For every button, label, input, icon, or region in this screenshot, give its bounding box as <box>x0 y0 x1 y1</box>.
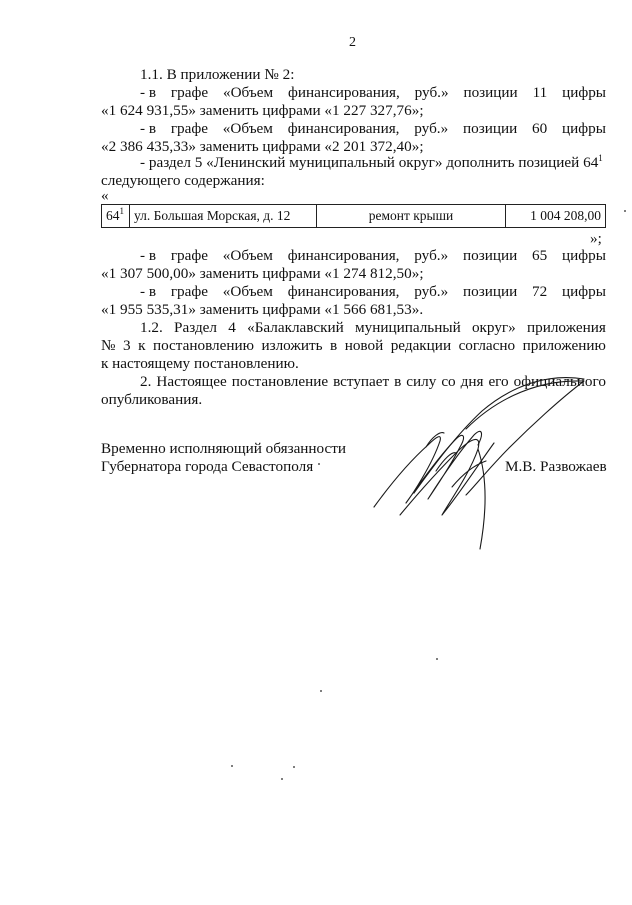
word: позиции <box>463 84 518 101</box>
item-5-line-2: «1 955 535,31» заменить цифрами «1 566 681,53». <box>101 301 424 318</box>
word: новой <box>344 337 384 354</box>
word: «Объем <box>222 120 273 137</box>
word: № <box>101 337 116 354</box>
page-number: 2 <box>349 35 356 50</box>
signatory-title-line-2: Губернатора города Севастополя <box>101 458 314 475</box>
word: вступает <box>333 373 390 390</box>
superscript: 1 <box>119 206 124 216</box>
cell-address: ул. Большая Морская, д. 12 <box>130 205 317 228</box>
item-4-line-1 <box>140 247 606 265</box>
word: постановление <box>231 373 329 390</box>
scan-speck <box>281 778 283 780</box>
cell-amount: 1 004 208,00 <box>506 205 606 228</box>
cell-number <box>102 205 130 228</box>
table-row <box>102 205 606 228</box>
word: изложить <box>261 337 323 354</box>
word: - в <box>140 247 157 264</box>
section-1-2-line-2 <box>101 337 606 355</box>
word: его <box>488 373 509 390</box>
item-4-line-2: «1 307 500,00» заменить цифрами «1 274 812,50»; <box>101 265 424 282</box>
word: графе <box>170 120 208 137</box>
word: цифры <box>562 247 606 264</box>
cell-work: ремонт крыши <box>317 205 506 228</box>
word: финансирования, <box>287 247 400 264</box>
close-quote: »; <box>590 230 602 247</box>
word: руб.» <box>414 120 449 137</box>
word: со <box>441 373 456 390</box>
word: постановлению <box>152 337 254 354</box>
scan-speck <box>436 658 438 660</box>
signatory-title-line-1: Временно исполняющий обязанности <box>101 440 347 457</box>
word: Раздел <box>174 319 217 336</box>
word: графе <box>170 247 208 264</box>
signatory-name: М.В. Развожаев <box>505 458 607 475</box>
word: «Объем <box>222 283 273 300</box>
word: редакции <box>390 337 452 354</box>
word: руб.» <box>414 84 449 101</box>
word: муниципальный <box>355 319 461 336</box>
item-1-line-1 <box>140 84 606 102</box>
handwritten-signature <box>370 375 605 555</box>
word: цифры <box>562 84 606 101</box>
word: 4 <box>228 319 236 336</box>
word: финансирования, <box>287 84 400 101</box>
word: 3 <box>122 337 131 354</box>
word: - в <box>140 84 157 101</box>
word: 11 <box>532 84 548 101</box>
item-3-line-2: следующего содержания: <box>101 172 265 189</box>
word: к <box>138 337 146 354</box>
word: «Объем <box>222 247 273 264</box>
word: руб.» <box>414 247 449 264</box>
scan-speck <box>624 210 626 212</box>
item-3-text: - раздел 5 «Ленинский муниципальный округ» дополнить позицией 64 <box>140 154 599 171</box>
item-2-line-1 <box>140 120 606 138</box>
word: 65 <box>532 247 548 264</box>
word: 2. <box>140 373 152 390</box>
word: приложению <box>522 337 606 354</box>
word: - в <box>140 283 157 300</box>
word: «Объем <box>222 84 274 101</box>
position-table <box>101 204 606 228</box>
word: 72 <box>532 283 548 300</box>
row-number: 64 <box>106 208 120 223</box>
section-1-2-line-1 <box>140 319 606 337</box>
word: руб.» <box>414 283 449 300</box>
word: дня <box>460 373 484 390</box>
word: в <box>330 337 338 354</box>
word: в <box>394 373 402 390</box>
word: позиции <box>462 283 518 300</box>
scan-speck <box>320 690 322 692</box>
word: Настоящее <box>156 373 227 390</box>
open-quote: « <box>101 187 109 204</box>
word: финансирования, <box>287 120 400 137</box>
word: графе <box>170 283 208 300</box>
item-3-line-1 <box>140 154 603 172</box>
word: «Балаклавский <box>247 319 344 336</box>
item-5-line-1 <box>140 283 606 301</box>
word: 60 <box>532 120 548 137</box>
word: графе <box>170 84 209 101</box>
word: цифры <box>562 120 606 137</box>
word: - в <box>140 120 157 137</box>
item-1-line-2: «1 624 931,55» заменить цифрами «1 227 327,76»; <box>101 102 424 119</box>
section-2-line-2: опубликования. <box>101 391 203 408</box>
word: финансирования, <box>287 283 400 300</box>
item-2-line-2: «2 386 435,33» заменить цифрами «2 201 372,40»; <box>101 138 424 155</box>
word: приложения <box>527 319 606 336</box>
scan-speck <box>293 766 295 768</box>
scan-speck <box>231 765 233 767</box>
section-1-2-line-3: к настоящему постановлению. <box>101 355 299 372</box>
word: согласно <box>458 337 516 354</box>
section-1-1-heading: 1.1. В приложении № 2: <box>140 66 295 83</box>
word: силу <box>406 373 437 390</box>
word: 1.2. <box>140 319 163 336</box>
word: официального <box>513 373 606 390</box>
word: округ» <box>471 319 516 336</box>
word: позиции <box>462 247 518 264</box>
word: цифры <box>562 283 606 300</box>
word: позиции <box>462 120 518 137</box>
superscript: 1 <box>598 153 603 163</box>
scan-speck <box>318 463 320 465</box>
